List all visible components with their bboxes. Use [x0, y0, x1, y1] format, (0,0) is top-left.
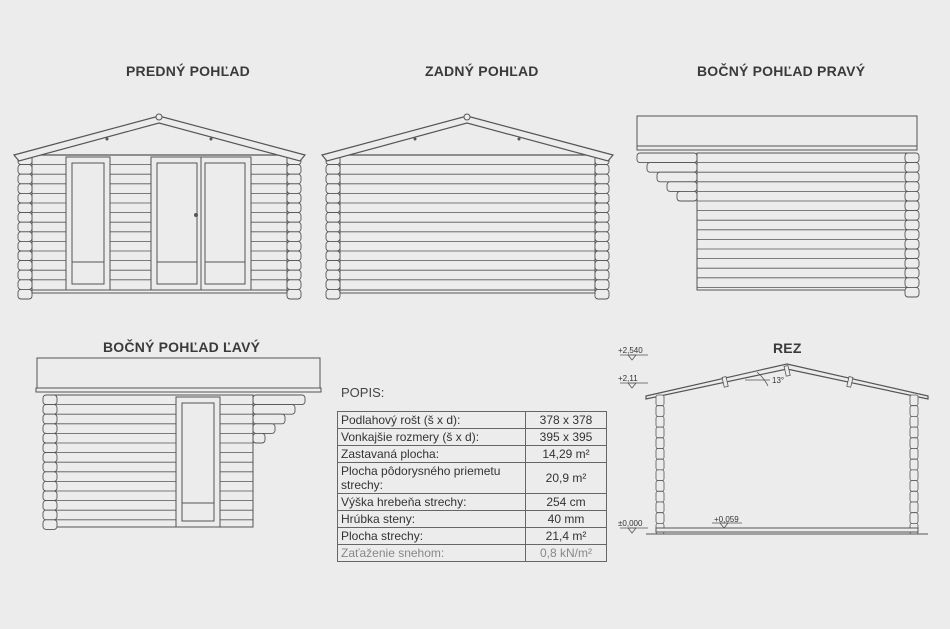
spec-value: 20,9 m²	[526, 463, 607, 494]
wall-log	[910, 449, 918, 460]
log-end	[905, 268, 919, 278]
side-right-view-title: BOČNÝ POHĽAD PRAVÝ	[697, 63, 866, 79]
wall-log	[910, 395, 918, 406]
log-end	[326, 184, 340, 194]
window-glass	[72, 163, 104, 284]
log-end	[18, 270, 32, 280]
log-end	[287, 232, 301, 242]
log-end	[18, 165, 32, 175]
spec-value: 378 x 378	[526, 412, 607, 429]
log-end	[43, 510, 57, 520]
log-end	[595, 174, 609, 184]
spec-row	[338, 446, 607, 463]
side-left-view-drawing	[36, 358, 321, 529]
spec-row	[338, 528, 607, 545]
log-end	[287, 289, 301, 299]
spec-row	[338, 429, 607, 446]
spec-label: Plocha pôdorysného priemetu strechy:	[338, 463, 526, 494]
log-end	[905, 163, 919, 173]
log-end	[905, 201, 919, 211]
log-end	[18, 280, 32, 290]
log-end	[43, 462, 57, 472]
popis-label: POPIS:	[341, 385, 385, 400]
log-end	[18, 232, 32, 242]
stepped-log-end	[647, 163, 697, 173]
level-floor-label: +0,059	[714, 515, 739, 524]
spec-label: Výška hrebeňa strechy:	[338, 494, 526, 511]
roof-slab	[37, 358, 320, 390]
side-wall-outline	[697, 153, 907, 290]
log-end	[43, 501, 57, 511]
spec-label: Vonkajšie rozmery (š x d):	[338, 429, 526, 446]
log-end	[18, 193, 32, 203]
log-end	[326, 174, 340, 184]
log-end	[287, 222, 301, 232]
log-end	[326, 251, 340, 261]
log-end	[326, 232, 340, 242]
wall-log	[910, 502, 918, 513]
log-end	[905, 230, 919, 240]
spec-label: Zaťaženie snehom:	[338, 545, 526, 562]
log-end	[287, 261, 301, 271]
log-end	[18, 184, 32, 194]
log-end	[18, 261, 32, 271]
wall-log	[656, 395, 664, 406]
log-end	[326, 241, 340, 251]
log-end	[905, 239, 919, 249]
ridge-finial	[156, 114, 162, 120]
wall-log	[656, 438, 664, 449]
wall-log	[910, 438, 918, 449]
stepped-log-end	[667, 182, 697, 192]
wall-log	[910, 427, 918, 438]
log-end	[905, 259, 919, 269]
log-end	[43, 453, 57, 463]
log-end	[287, 203, 301, 213]
log-end	[595, 203, 609, 213]
stepped-log-end	[253, 414, 285, 424]
spec-value: 21,4 m²	[526, 528, 607, 545]
log-end	[287, 213, 301, 223]
log-end	[287, 174, 301, 184]
spec-value: 254 cm	[526, 494, 607, 511]
spec-label: Plocha strechy:	[338, 528, 526, 545]
log-end	[43, 472, 57, 482]
log-end	[43, 481, 57, 491]
log-end	[905, 153, 919, 163]
log-end	[595, 232, 609, 242]
log-end	[18, 174, 32, 184]
log-end	[43, 424, 57, 434]
wall-log	[656, 459, 664, 470]
gable-triangle	[32, 122, 287, 155]
level-marker-triangle	[628, 355, 636, 360]
log-end	[18, 213, 32, 223]
wall-log	[656, 416, 664, 427]
spec-value: 0,8 kN/m²	[526, 545, 607, 562]
vent-dot	[414, 138, 417, 141]
level-top-label: +2,540	[618, 346, 643, 355]
log-end	[326, 222, 340, 232]
stepped-log-end	[253, 424, 275, 434]
log-end	[43, 491, 57, 501]
spec-label: Zastavaná plocha:	[338, 446, 526, 463]
wall-log	[656, 491, 664, 502]
spec-row	[338, 494, 607, 511]
wall-log	[656, 470, 664, 481]
door-leaf-right	[205, 163, 245, 284]
roof-slab	[637, 116, 917, 146]
log-end	[326, 203, 340, 213]
roof-edge	[637, 146, 917, 150]
log-end	[905, 249, 919, 259]
wall-log	[656, 502, 664, 513]
stepped-log-end	[637, 153, 697, 163]
front-view-title: PREDNÝ POHĽAD	[126, 63, 250, 79]
log-end	[905, 182, 919, 192]
level-eave-label: +2,11	[618, 374, 638, 383]
log-end	[595, 213, 609, 223]
wall-log	[910, 406, 918, 417]
log-end	[595, 165, 609, 175]
base-sill	[340, 290, 595, 293]
log-end	[905, 287, 919, 297]
wall-log	[656, 427, 664, 438]
vent-dot	[210, 138, 213, 141]
side-left-view-title: BOČNÝ POHĽAD ĽAVÝ	[103, 339, 261, 355]
log-end	[43, 414, 57, 424]
wall-log	[910, 513, 918, 524]
spec-row	[338, 545, 607, 562]
level-zero-label: ±0,000	[618, 519, 643, 528]
level-marker-triangle	[628, 528, 636, 533]
wall-log	[910, 470, 918, 481]
log-end	[43, 395, 57, 405]
rear-view-title: ZADNÝ POHĽAD	[425, 63, 539, 79]
log-end	[595, 280, 609, 290]
stepped-log-end	[657, 172, 697, 182]
stepped-log-end	[253, 433, 265, 443]
section-floor	[656, 528, 918, 532]
log-end	[595, 193, 609, 203]
spec-table	[337, 411, 607, 562]
log-end	[287, 251, 301, 261]
log-end	[326, 165, 340, 175]
spec-label: Podlahový rošt (š x d):	[338, 412, 526, 429]
log-end	[287, 184, 301, 194]
log-end	[326, 270, 340, 280]
wall-log	[656, 406, 664, 417]
door-leaf-left	[157, 163, 197, 284]
section-view-title: REZ	[773, 340, 802, 356]
level-marker-triangle	[628, 383, 636, 388]
vent-dot	[518, 138, 521, 141]
wall-log	[910, 481, 918, 492]
log-end	[43, 433, 57, 443]
log-end	[287, 193, 301, 203]
stepped-log-end	[677, 191, 697, 201]
log-end	[326, 261, 340, 271]
side-wall-outline	[55, 395, 253, 527]
wall-log	[910, 459, 918, 470]
log-end	[43, 405, 57, 415]
log-end	[287, 270, 301, 280]
spec-row	[338, 412, 607, 429]
log-end	[18, 289, 32, 299]
log-end	[905, 191, 919, 201]
log-end	[287, 165, 301, 175]
log-end	[43, 443, 57, 453]
spec-label: Hrúbka steny:	[338, 511, 526, 528]
stepped-log-end	[253, 405, 295, 415]
wall-log	[656, 481, 664, 492]
log-end	[905, 211, 919, 221]
spec-value: 40 mm	[526, 511, 607, 528]
log-end	[287, 280, 301, 290]
log-end	[595, 270, 609, 280]
log-end	[595, 241, 609, 251]
log-end	[905, 172, 919, 182]
log-end	[287, 241, 301, 251]
log-end	[595, 289, 609, 299]
log-end	[18, 251, 32, 261]
vent-dot	[106, 138, 109, 141]
roof-angle-label: 13°	[772, 376, 785, 385]
log-end	[43, 520, 57, 530]
door-handle	[194, 213, 198, 217]
log-end	[326, 280, 340, 290]
log-end	[326, 193, 340, 203]
log-end	[18, 241, 32, 251]
log-end	[18, 222, 32, 232]
log-end	[326, 289, 340, 299]
log-end	[905, 220, 919, 230]
log-end	[326, 213, 340, 223]
gable-triangle	[340, 122, 595, 155]
wall-log	[910, 491, 918, 502]
spec-row	[338, 511, 607, 528]
spec-value: 395 x 395	[526, 429, 607, 446]
ridge-finial	[464, 114, 470, 120]
stepped-log-end	[253, 395, 305, 405]
wall-log	[656, 513, 664, 524]
spec-row	[338, 463, 607, 494]
rear-view-drawing	[322, 114, 613, 299]
log-end	[905, 278, 919, 288]
log-end	[595, 184, 609, 194]
log-end	[595, 261, 609, 271]
wall-log	[656, 449, 664, 460]
log-end	[595, 251, 609, 261]
front-view-drawing	[14, 114, 305, 299]
log-end	[595, 222, 609, 232]
log-end	[18, 203, 32, 213]
spec-value: 14,29 m²	[526, 446, 607, 463]
side-right-view-drawing	[637, 116, 919, 297]
wall-log	[910, 416, 918, 427]
roof-edge	[36, 388, 321, 392]
